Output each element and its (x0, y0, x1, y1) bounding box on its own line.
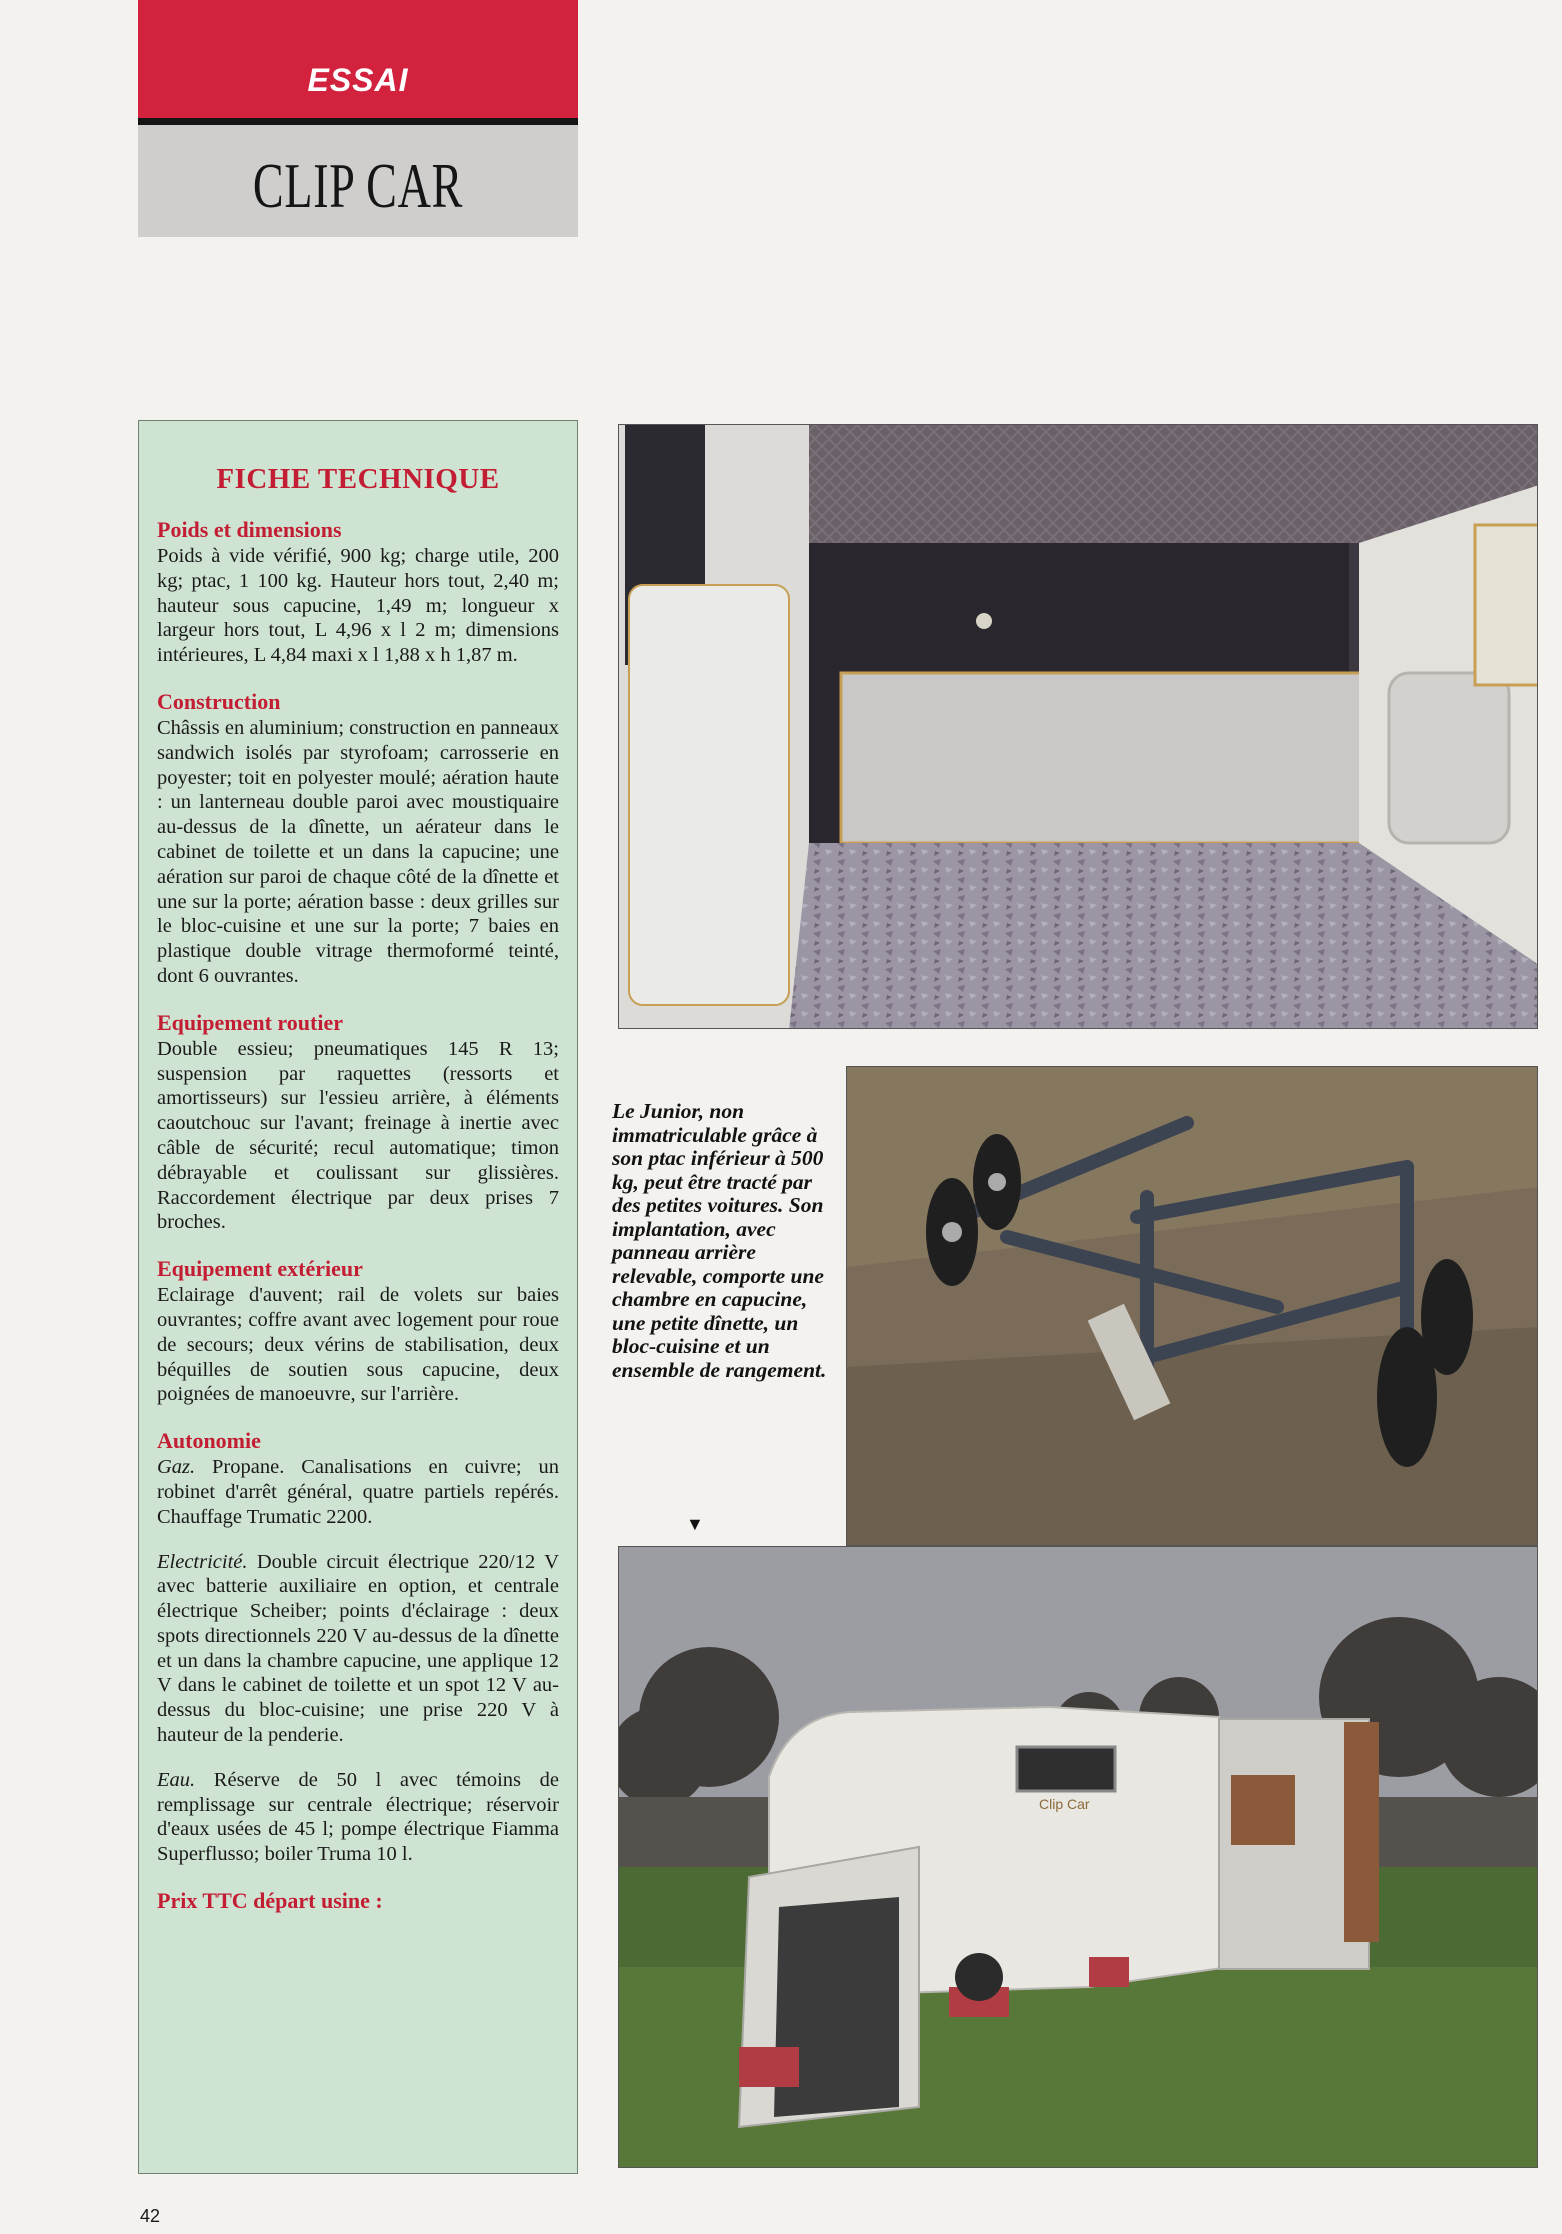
spec-paragraph: Electricité. Double circuit électrique 220/12 V avec batterie auxiliaire en option, et centrale électrique Scheiber; points d'éclairage : deux spots directionnels 220 V au-dessus de la dînette et un dans la chambre capucine, une applique 12 V dans le cabinet de toilette et un spot 12 V au-dessus du bloc-cuisine; une prise 220 V à hauteur de la penderie. (157, 1550, 559, 1747)
header-divider (138, 118, 578, 125)
spec-heading: FICHE TECHNIQUE (216, 463, 500, 495)
photo-caption: Le Junior, non immatriculable grâce à son ptac inférieur à 500 kg, peut être tracté par des petites voitures. Son implantation, avec panneau arrière relevable, comporte une chambre en capucine, une petite dînette, un bloc-cuisine et un ensemble de rangement. (612, 1099, 827, 1382)
spec-section-title: Equipement routier (157, 1009, 343, 1035)
trailer-photo (618, 1546, 1538, 2168)
spec-section-title: Construction (157, 688, 281, 714)
spec-paragraph: Poids à vide vérifié, 900 kg; charge utile, 200 kg; ptac, 1 100 kg. Hauteur hors tout, 2,40 m; hauteur sous capucine, 1,49 m; longueur x largeur hors tout, L 4,96 x l 2 m; dimensions intérieures, L 4,84 maxi x l 1,88 x h 1,87 m. (157, 545, 559, 667)
caption-arrow-icon: ▼ (686, 1514, 704, 1534)
category-banner (138, 0, 578, 118)
chassis-illustration (847, 1067, 1538, 1546)
title-banner (138, 125, 578, 237)
spec-paragraph: Eau. Réserve de 50 l avec témoins de remplissage sur centrale électrique; réservoir d'eaux usées de 45 l; pompe électrique Fiamma Superflusso; boiler Truma 10 l. (157, 1768, 559, 1866)
trailer-illustration (619, 1547, 1538, 2168)
interior-photo (618, 424, 1538, 1029)
spec-box (138, 420, 578, 2174)
category-label: ESSAI (307, 62, 409, 98)
spec-paragraph: Eclairage d'auvent; rail de volets sur baies ouvrantes; coffre avant avec logement pour roue de secours; deux vérins de stabilisation, deux béquilles de soutien sous capucine, deux poignées de manoeuvre, sur l'arrière. (157, 1284, 559, 1406)
interior-illustration (619, 425, 1538, 1029)
spec-section-title: Equipement extérieur (157, 1256, 363, 1282)
trailer-logo: Clip Car (1039, 1796, 1090, 1812)
spec-section-title: Poids et dimensions (157, 517, 342, 542)
spec-price-title: Prix TTC départ usine : (157, 1888, 383, 1914)
chassis-photo (846, 1066, 1538, 1546)
spec-paragraph: Gaz. Propane. Canalisations en cuivre; un robinet d'arrêt général, quatre partiels repérés. Chauffage Trumatic 2200. (157, 1456, 559, 1528)
spec-paragraph: Double essieu; pneumatiques 145 R 13; suspension par raquettes (ressorts et amortisseurs) sur l'essieu arrière, à éléments caoutchouc sur l'avant; freinage à inertie avec câble de sécurité; recul automatique; timon débrayable et coulissant sur glissières. Raccordement électrique par deux prises 7 broches. (157, 1037, 559, 1234)
spec-paragraph: Châssis en aluminium; construction en panneaux sandwich isolés par styrofoam; carrosserie en poyester; toit en polyester moulé; aération haute : un lanterneau double paroi avec moustiquaire au-dessus de la dînette, un aérateur dans le cabinet de toilette et un dans la capucine; une aération sur paroi de chaque côté de la dînette et une sur la porte; aération basse : deux grilles sur le bloc-cuisine et une sur la porte; 7 baies en plastique double vitrage thermoformé teinté, dont 6 ouvrantes. (157, 716, 559, 987)
spec-section-title: Autonomie (157, 1428, 261, 1454)
article-title: CLIP CAR (252, 150, 464, 221)
page-number: 42 (140, 2206, 161, 2226)
